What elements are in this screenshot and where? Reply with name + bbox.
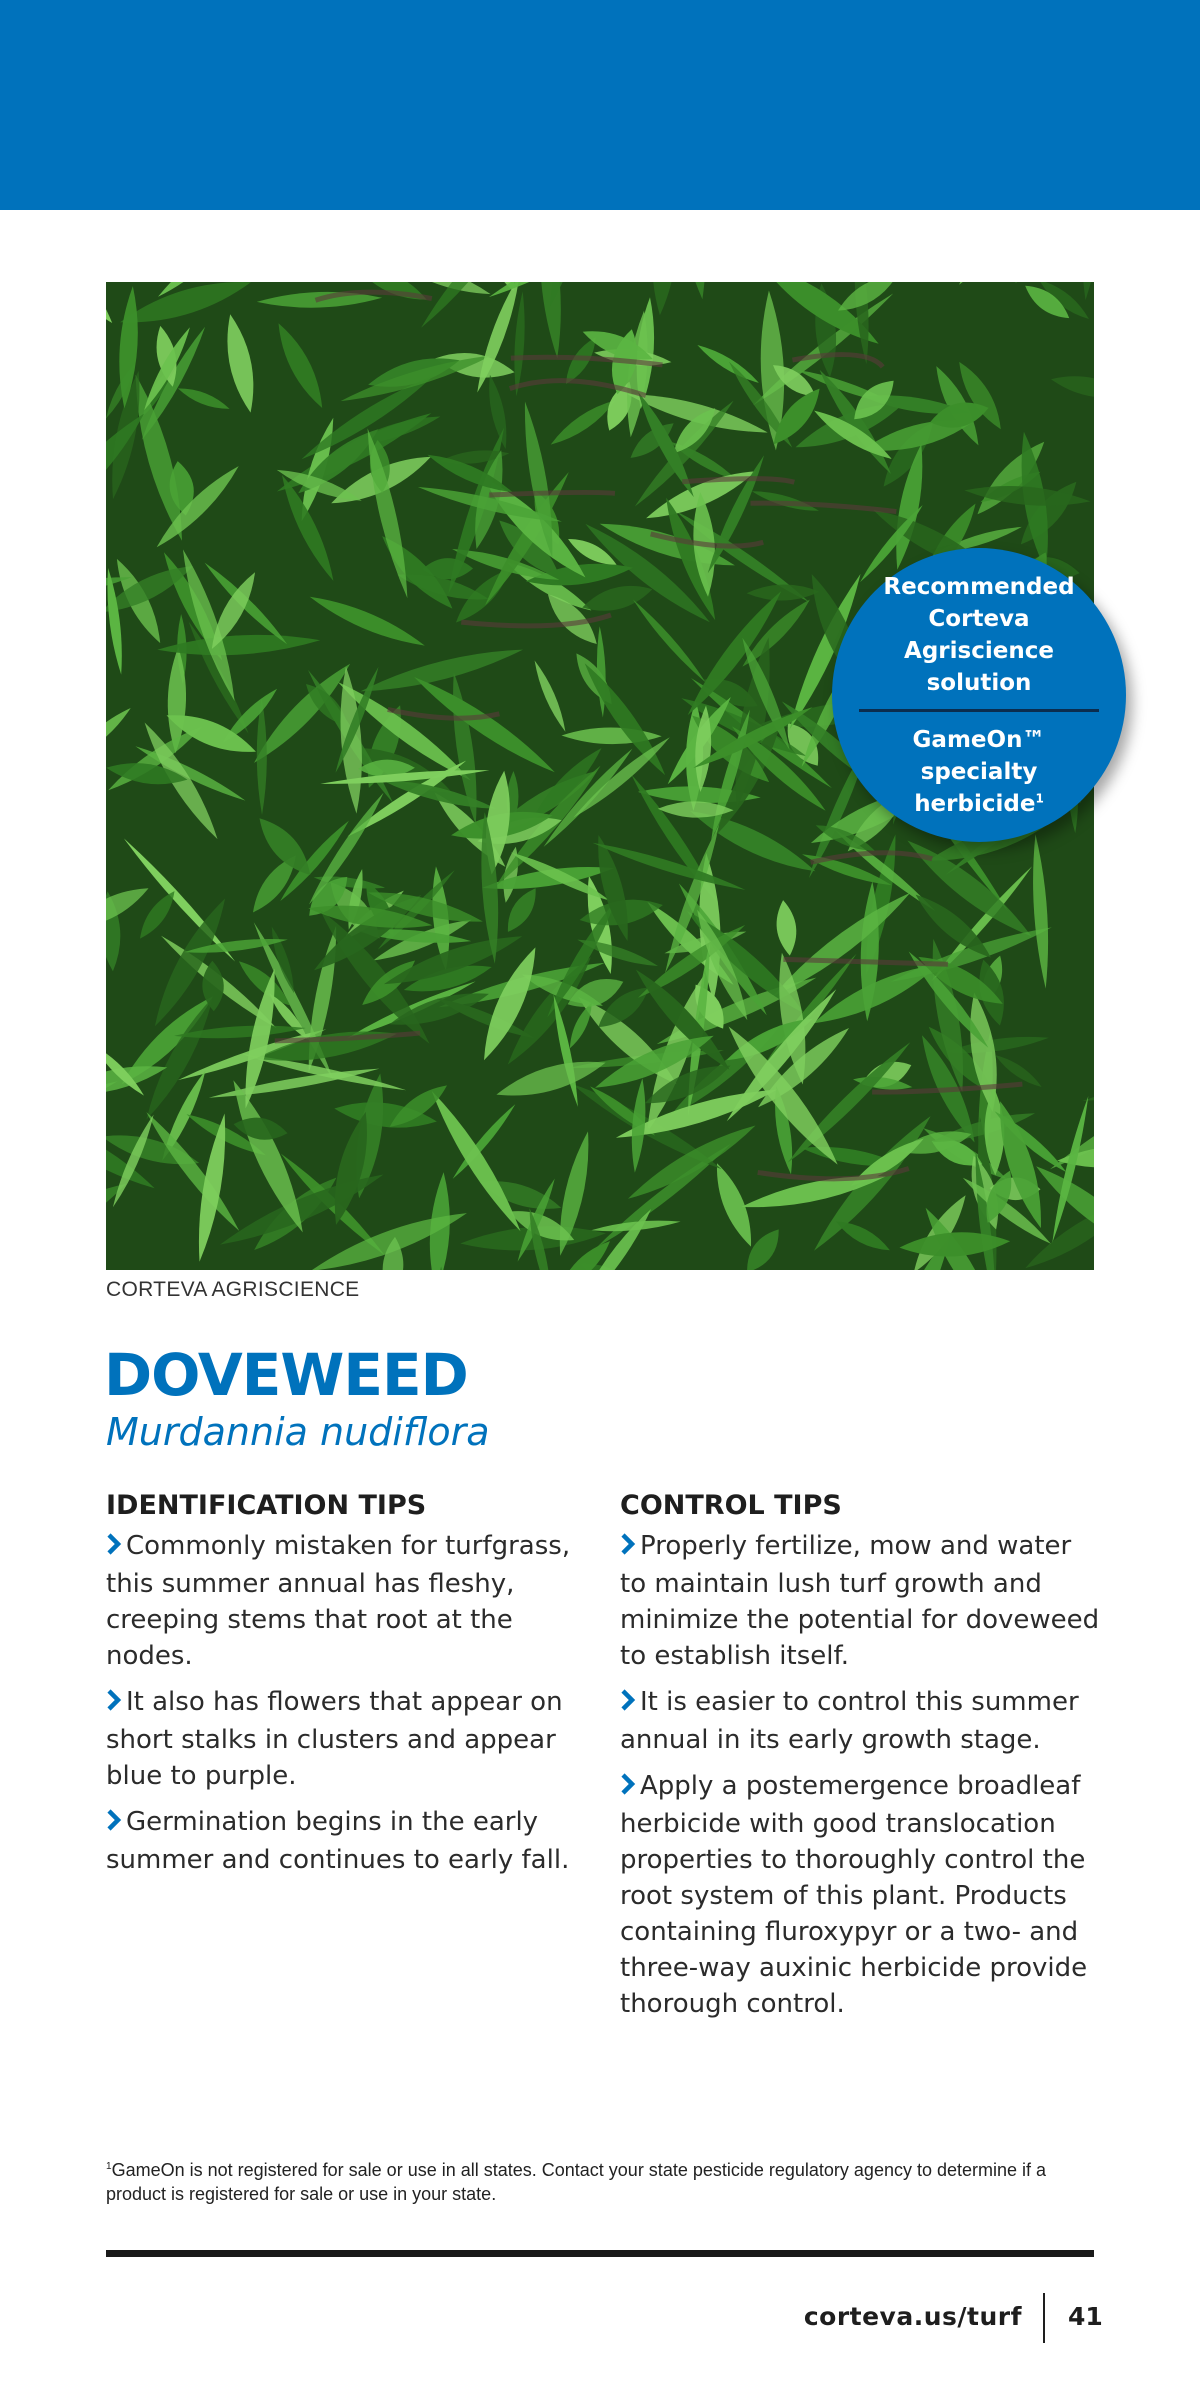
tip-text: Commonly mistaken for turfgrass, this summer annual has fleshy, creeping stems that root at the nodes. [106,1531,571,1671]
badge-title: Recommended Corteva Agriscience solution [883,573,1075,696]
recommendation-badge [832,548,1126,842]
badge-divider [859,709,1099,712]
chevron-right-icon [106,1686,122,1722]
tip-item [106,1684,586,1794]
chevron-right-icon [106,1530,122,1566]
control-tips [620,1488,1100,2032]
identification-tips [106,1488,586,1888]
tip-item [106,1804,586,1878]
tip-text: Germination begins in the early summer and continues to early fall. [106,1807,570,1875]
page-title: DOVEWEED [104,1341,468,1409]
header-band [0,0,1200,210]
chevron-right-icon [620,1686,636,1722]
tip-text: It also has flowers that appear on short stalks in clusters and appear blue to purple. [106,1687,563,1791]
tip-item [620,1528,1100,1674]
latin-name: Murdannia nudiflora [106,1410,490,1454]
tip-text: It is easier to control this summer annual in its early growth stage. [620,1687,1079,1755]
footer-divider [1043,2293,1045,2343]
identification-heading: IDENTIFICATION TIPS [106,1490,427,1521]
badge-product-name: GameOn™ specialty herbicide [912,726,1046,817]
chevron-right-icon [106,1806,122,1842]
chevron-right-icon [620,1770,636,1806]
chevron-right-icon [620,1530,636,1566]
footer-rule [106,2250,1094,2257]
badge-footnote-mark: 1 [1035,790,1044,805]
footer-url[interactable]: corteva.us/turf [803,2302,1022,2331]
control-heading: CONTROL TIPS [620,1490,842,1521]
footnote [106,2155,1066,2206]
footnote-mark: 1 [106,2161,112,2172]
tip-text: Properly fertilize, mow and water to maintain lush turf growth and minimize the potential for doveweed to establish itself. [620,1531,1100,1671]
badge-product [854,724,1104,820]
tip-item [620,1684,1100,1758]
tip-text: Apply a postemergence broadleaf herbicide with good translocation properties to thoroughly control the root system of this plant. Products containing fluroxypyr or a two- and three-way auxinic herbicide provide thorough control. [620,1771,1088,2019]
tip-item [620,1768,1100,2022]
footnote-text: GameOn is not registered for sale or use in all states. Contact your state pesticide regulatory agency to determine if a product is registered for sale or use in your state. [106,2160,1047,2204]
photo-credit: CORTEVA AGRISCIENCE [106,1278,360,1301]
tip-item [106,1528,586,1674]
page-number: 41 [1068,2302,1103,2331]
